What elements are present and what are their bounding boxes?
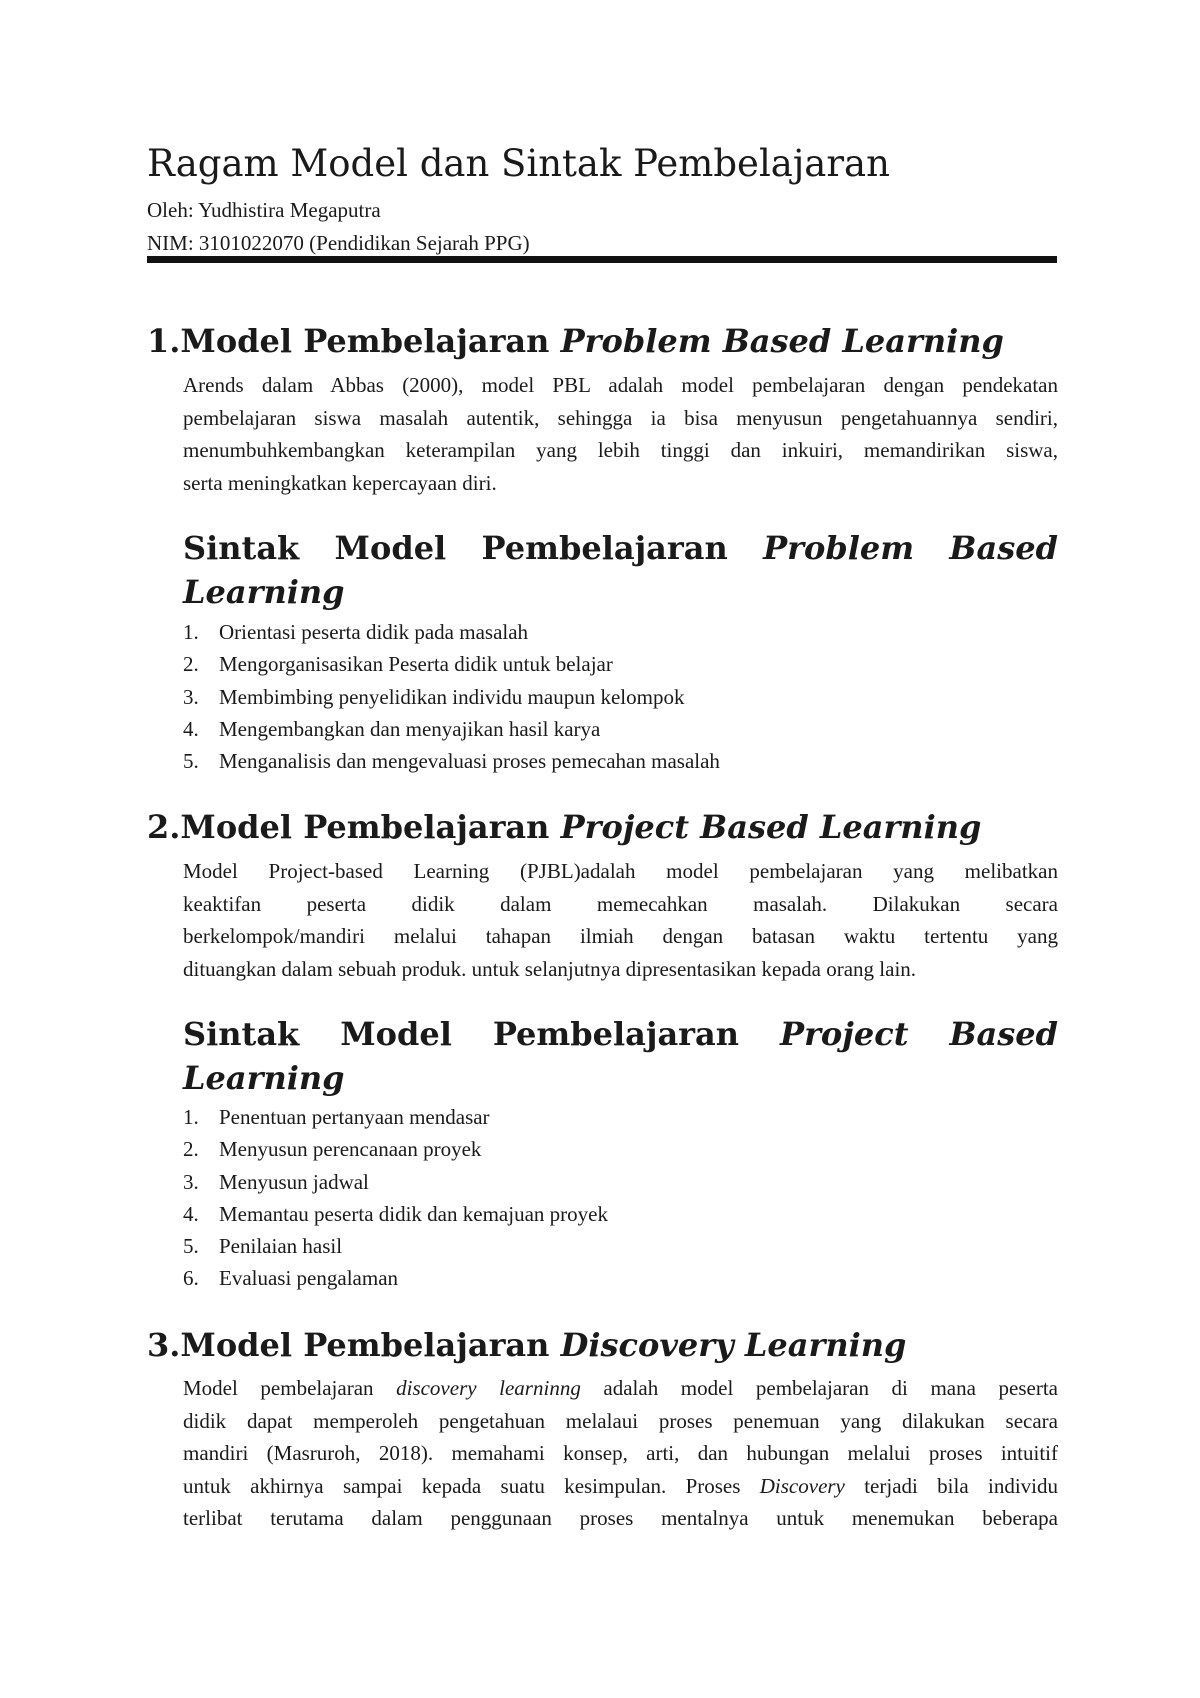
section-2-heading xyxy=(147,808,981,846)
list-item xyxy=(183,648,720,680)
list-item-number: 3. xyxy=(183,1169,199,1194)
list-item xyxy=(183,713,720,745)
list-item-text: Mengembangkan dan menyajikan hasil karya xyxy=(219,716,601,741)
paragraph-text: terjadi bila individu xyxy=(844,1473,1058,1498)
section-3-paragraph xyxy=(183,1372,1058,1535)
list-item-number: 3. xyxy=(183,684,199,709)
list-item-number: 2. xyxy=(183,1137,199,1162)
section-2-syntax-heading xyxy=(183,1012,1058,1100)
list-item-number: 5. xyxy=(183,1234,199,1259)
list-item xyxy=(183,1230,608,1262)
section-2-paragraph-line: dituangkan dalam sebuah produk. untuk selanjutnya dipresentasikan kepada orang lain. xyxy=(183,956,917,981)
nim-line: NIM: 3101022070 (Pendidikan Sejarah PPG) xyxy=(147,231,530,255)
section-2-heading-italic: Project Based Learning xyxy=(560,808,982,846)
paragraph-text: adalah model pembelajaran di mana peserta xyxy=(580,1376,1058,1400)
syntax-heading-word: Learning xyxy=(183,1059,345,1097)
list-item xyxy=(183,1166,608,1198)
list-item-text: Orientasi peserta didik pada masalah xyxy=(219,620,529,644)
section-2-paragraph-line: berkelompok/mandiri melalui tahapan ilmiah dengan batasan waktu tertentu yang xyxy=(183,924,1058,948)
list-item xyxy=(183,1262,608,1294)
section-3-number: 3. xyxy=(147,1326,181,1364)
section-1-paragraph xyxy=(183,369,1058,499)
section-2-paragraph-line: Model Project-based Learning (PJBL)adalah model pembelajaran yang melibatkan xyxy=(183,859,1058,883)
section-1-heading xyxy=(147,322,1004,360)
section-1-paragraph-line: pembelajaran siswa masalah autentik, sehingga ia bisa menyusun pengetahuannya sendiri, xyxy=(183,405,1058,430)
section-3-paragraph-line xyxy=(183,1372,1058,1405)
section-3-heading-italic: Discovery Learning xyxy=(560,1326,907,1364)
list-item-text: Membimbing penyelidikan individu maupun kelompok xyxy=(219,684,685,709)
section-3-heading xyxy=(147,1326,906,1364)
list-item xyxy=(183,1198,608,1230)
section-1-number: 1. xyxy=(147,322,181,360)
list-item-number: 1. xyxy=(183,620,199,644)
list-item-number: 4. xyxy=(183,1201,199,1226)
section-1-paragraph-line: Arends dalam Abbas (2000), model PBL adalah model pembelajaran dengan pendekatan xyxy=(183,373,1058,397)
section-1-steps-list xyxy=(183,616,720,777)
list-item xyxy=(183,616,720,648)
section-1-heading-prefix: Model Pembelajaran xyxy=(180,322,561,360)
list-item-text: Evaluasi pengalaman xyxy=(219,1266,399,1291)
paragraph-italic-term: Discovery xyxy=(759,1473,845,1498)
syntax-heading-word: Pembelajaran xyxy=(481,529,728,567)
author-line: Oleh: Yudhistira Megaputra xyxy=(147,198,381,222)
list-item-number: 4. xyxy=(183,716,199,741)
section-2-heading-prefix: Model Pembelajaran xyxy=(180,808,561,846)
section-1-syntax-heading xyxy=(183,526,1058,614)
syntax-heading-word: Problem xyxy=(763,529,915,567)
list-item xyxy=(183,681,720,713)
list-item-text: Mengorganisasikan Peserta didik untuk belajar xyxy=(219,652,613,677)
syntax-heading-word: Based xyxy=(949,1015,1058,1053)
section-2-steps-list xyxy=(183,1101,608,1295)
list-item-text: Memantau peserta didik dan kemajuan proyek xyxy=(219,1201,608,1226)
section-2-paragraph-line: keaktifan peserta didik dalam memecahkan masalah. Dilakukan secara xyxy=(183,891,1058,916)
list-item-text: Menyusun perencanaan proyek xyxy=(219,1137,482,1162)
syntax-heading-word: Based xyxy=(949,529,1058,567)
section-2-number: 2. xyxy=(147,808,181,846)
section-1-paragraph-line: serta meningkatkan kepercayaan diri. xyxy=(183,470,497,495)
syntax-heading-word: Sintak xyxy=(183,1015,300,1053)
section-1-paragraph-line: menumbuhkembangkan keterampilan yang lebih tinggi dan inkuiri, memandirikan siswa, xyxy=(183,438,1058,462)
list-item-number: 2. xyxy=(183,652,199,677)
paragraph-italic-term: discovery learninng xyxy=(396,1376,581,1400)
syntax-heading-word: Model xyxy=(340,1015,452,1053)
list-item-number: 5. xyxy=(183,749,199,774)
list-item-number: 1. xyxy=(183,1105,199,1129)
syntax-heading-word: Pembelajaran xyxy=(492,1015,740,1053)
syntax-heading-word: Sintak xyxy=(183,529,300,567)
syntax-heading-word: Learning xyxy=(183,573,345,611)
syntax-heading-word: Model xyxy=(334,529,447,567)
paragraph-text: untuk akhirnya sampai kepada suatu kesimpulan. Proses xyxy=(183,1473,760,1498)
section-3-heading-prefix: Model Pembelajaran xyxy=(180,1326,561,1364)
list-item xyxy=(183,745,720,777)
list-item-text: Penentuan pertanyaan mendasar xyxy=(219,1105,490,1129)
list-item xyxy=(183,1133,608,1165)
section-3-paragraph-line: terlibat terutama dalam penggunaan proses mentalnya untuk menemukan beberapa xyxy=(183,1506,1058,1530)
list-item xyxy=(183,1101,608,1133)
title-divider xyxy=(147,256,1057,263)
section-3-paragraph-line: didik dapat memperoleh pengetahuan melalaui proses penemuan yang dilakukan secara xyxy=(183,1408,1058,1433)
list-item-text: Menyusun jadwal xyxy=(219,1169,369,1194)
section-2-paragraph xyxy=(183,855,1058,985)
section-3-paragraph-line: mandiri (Masruroh, 2018). memahami konsep, arti, dan hubungan melalui proses intuitif xyxy=(183,1441,1058,1465)
section-1-heading-italic: Problem Based Learning xyxy=(560,322,1004,360)
list-item-text: Penilaian hasil xyxy=(219,1234,343,1259)
list-item-number: 6. xyxy=(183,1266,199,1291)
document-title: Ragam Model dan Sintak Pembelajaran xyxy=(147,142,890,185)
paragraph-text: Model pembelajaran xyxy=(183,1376,397,1400)
list-item-text: Menganalisis dan mengevaluasi proses pemecahan masalah xyxy=(219,749,720,774)
section-3-paragraph-line xyxy=(183,1470,1058,1503)
syntax-heading-word: Project xyxy=(780,1015,909,1053)
